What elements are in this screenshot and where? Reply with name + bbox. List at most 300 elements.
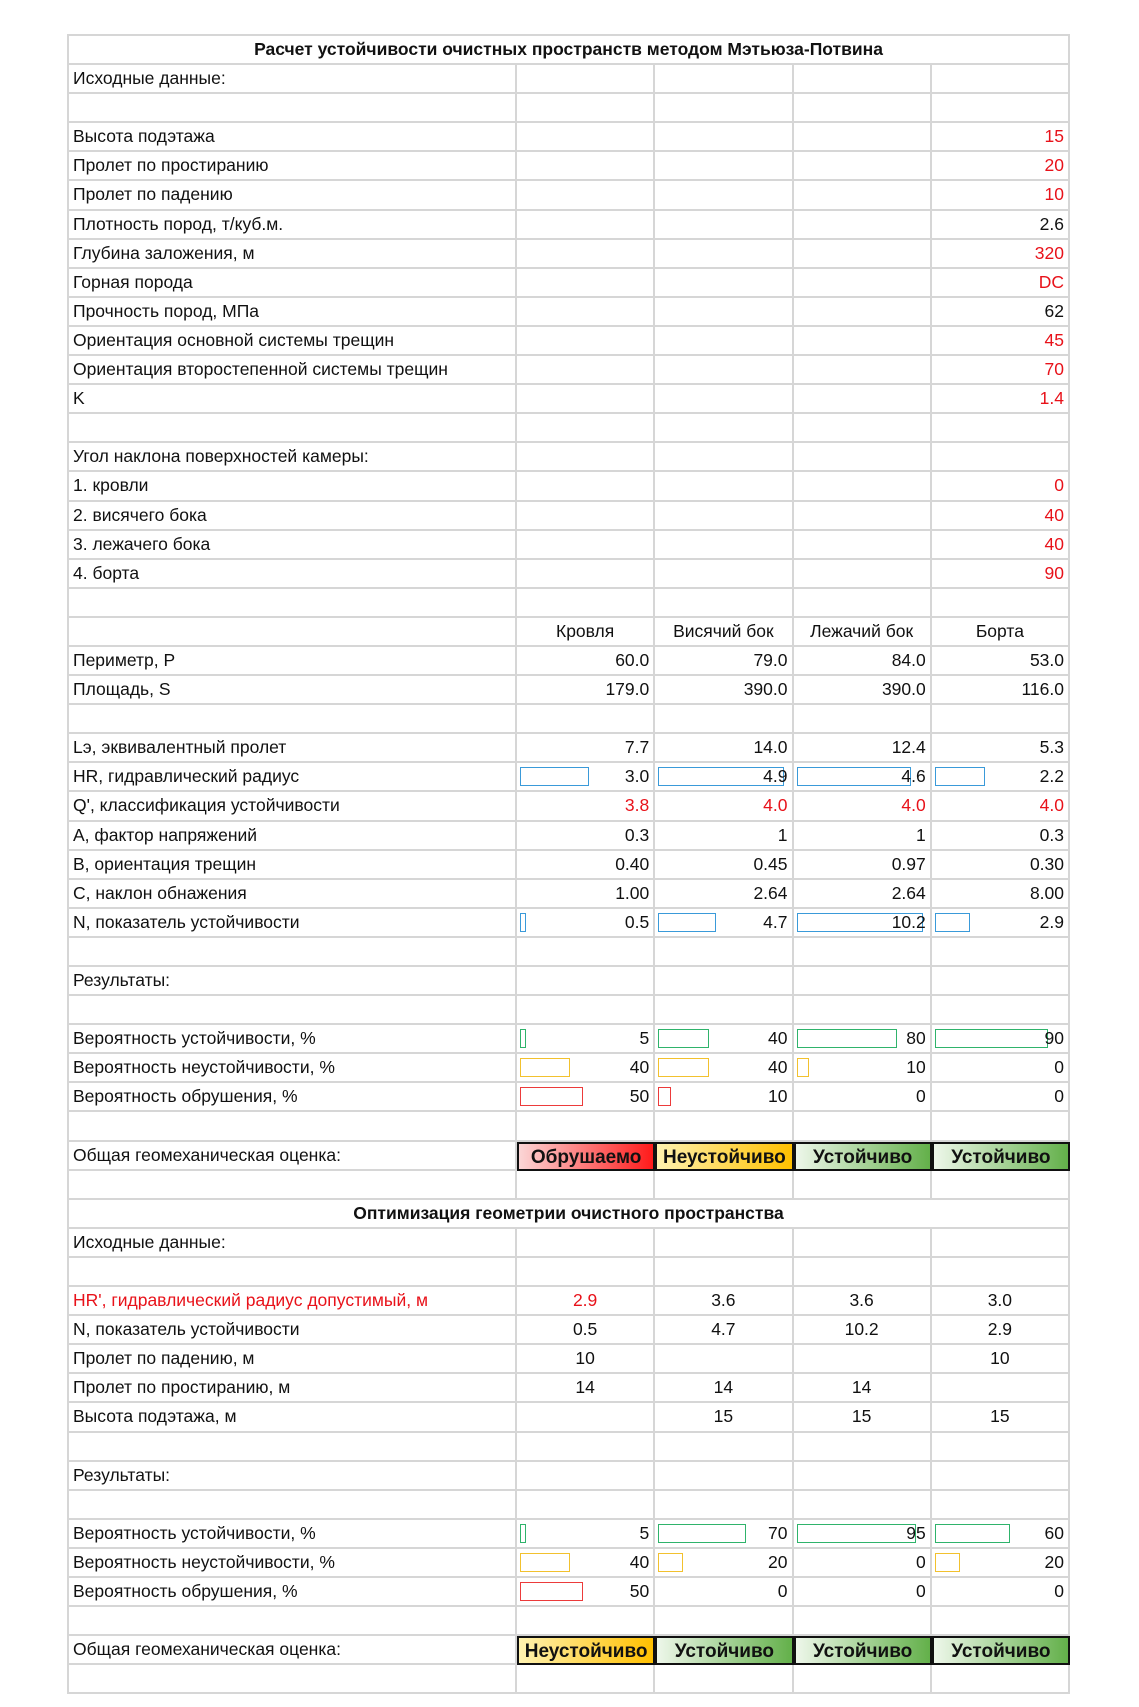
- cell[interactable]: [517, 1665, 655, 1694]
- column-header-text: Борта: [975, 620, 1024, 641]
- value-cell-text: 320: [1034, 242, 1064, 263]
- value-cell[interactable]: [794, 763, 932, 792]
- value-cell[interactable]: [932, 676, 1070, 705]
- data-bar: [797, 1058, 810, 1077]
- value-cell[interactable]: [794, 1520, 932, 1549]
- row-label: [69, 560, 517, 589]
- value-cell[interactable]: [655, 1578, 793, 1607]
- cell[interactable]: [69, 1171, 517, 1200]
- value-cell[interactable]: [655, 1374, 793, 1403]
- cell[interactable]: [69, 705, 517, 734]
- cell[interactable]: [517, 94, 655, 123]
- data-bar: [797, 1029, 898, 1048]
- cell[interactable]: [517, 152, 655, 181]
- cell[interactable]: [655, 531, 793, 560]
- cell[interactable]: [794, 531, 932, 560]
- value-cell[interactable]: [932, 1287, 1070, 1316]
- cell[interactable]: [517, 385, 655, 414]
- cell[interactable]: [517, 967, 655, 996]
- value-cell[interactable]: [794, 1549, 932, 1578]
- probability-row: [69, 1083, 1070, 1112]
- value-cell[interactable]: [517, 1054, 655, 1083]
- value-cell[interactable]: [794, 1345, 932, 1374]
- value-cell[interactable]: [794, 734, 932, 763]
- value-cell[interactable]: [932, 1345, 1070, 1374]
- cell[interactable]: [932, 1491, 1070, 1520]
- value-cell-text: 10: [768, 1086, 788, 1107]
- cell[interactable]: [794, 502, 932, 531]
- row-label: [69, 1316, 517, 1345]
- value-cell[interactable]: [932, 851, 1070, 880]
- value-cell[interactable]: [794, 1083, 932, 1112]
- cell[interactable]: [932, 589, 1070, 618]
- cell[interactable]: [794, 1665, 932, 1694]
- value-cell[interactable]: [655, 763, 793, 792]
- value-cell[interactable]: [932, 1083, 1070, 1112]
- cell[interactable]: [655, 1462, 793, 1491]
- cell[interactable]: [655, 181, 793, 210]
- value-cell[interactable]: [794, 909, 932, 938]
- cell[interactable]: [932, 443, 1070, 472]
- row-label: [69, 356, 517, 385]
- value-cell[interactable]: [932, 1549, 1070, 1578]
- value-cell-text: 2.9: [572, 1290, 598, 1311]
- data-bar: [520, 1087, 583, 1106]
- cell[interactable]: [655, 152, 793, 181]
- value-cell-text: 0.3: [624, 824, 650, 845]
- value-cell-text: 60.0: [615, 649, 650, 670]
- cell[interactable]: [794, 356, 932, 385]
- cell[interactable]: [794, 211, 932, 240]
- cell[interactable]: [655, 123, 793, 152]
- row-label-text: C, наклон обнажения: [73, 882, 247, 903]
- cell[interactable]: [69, 1607, 517, 1636]
- cell[interactable]: [69, 414, 517, 443]
- row-label: [69, 1636, 517, 1665]
- value-cell[interactable]: [517, 1345, 655, 1374]
- cell[interactable]: [655, 560, 793, 589]
- value-cell[interactable]: [932, 152, 1070, 181]
- value-cell[interactable]: [794, 851, 932, 880]
- value-cell[interactable]: [655, 909, 793, 938]
- value-cell[interactable]: [932, 181, 1070, 210]
- cell[interactable]: [69, 1433, 517, 1462]
- optimization-row: [69, 1403, 1070, 1432]
- value-cell[interactable]: [655, 851, 793, 880]
- value-cell[interactable]: [932, 531, 1070, 560]
- cell[interactable]: [794, 1491, 932, 1520]
- cell[interactable]: [655, 269, 793, 298]
- cell[interactable]: [794, 443, 932, 472]
- value-cell[interactable]: [932, 123, 1070, 152]
- cell[interactable]: [794, 560, 932, 589]
- value-cell[interactable]: [794, 1054, 932, 1083]
- cell[interactable]: [932, 938, 1070, 967]
- value-cell[interactable]: [517, 1578, 655, 1607]
- value-cell[interactable]: [932, 1316, 1070, 1345]
- cell[interactable]: [932, 94, 1070, 123]
- data-bar: [797, 1524, 917, 1543]
- value-cell[interactable]: [932, 1520, 1070, 1549]
- cell[interactable]: [655, 327, 793, 356]
- cell[interactable]: [794, 996, 932, 1025]
- cell[interactable]: [932, 1112, 1070, 1141]
- value-cell[interactable]: [794, 880, 932, 909]
- cell[interactable]: [794, 65, 932, 94]
- cell[interactable]: [794, 327, 932, 356]
- cell[interactable]: [517, 181, 655, 210]
- blank-row: [69, 705, 1070, 734]
- row-label: [69, 123, 517, 152]
- cell[interactable]: [655, 94, 793, 123]
- value-cell[interactable]: [794, 647, 932, 676]
- data-bar: [520, 1582, 583, 1601]
- cell[interactable]: [932, 1171, 1070, 1200]
- row-label-text: Ориентация второстепенной системы трещин: [73, 359, 448, 380]
- row-label-text: Исходные данные:: [73, 68, 226, 89]
- cell[interactable]: [517, 65, 655, 94]
- cell[interactable]: [794, 94, 932, 123]
- cell[interactable]: [794, 181, 932, 210]
- cell[interactable]: [517, 327, 655, 356]
- input-data-label: [69, 1229, 1070, 1258]
- cell[interactable]: [655, 705, 793, 734]
- row-label: [69, 531, 517, 560]
- value-cell[interactable]: [517, 851, 655, 880]
- cell[interactable]: [69, 1112, 517, 1141]
- probability-row: [69, 1549, 1070, 1578]
- value-cell-text: 390.0: [881, 679, 926, 700]
- cell[interactable]: [517, 298, 655, 327]
- calc-row: [69, 851, 1070, 880]
- optimization-row: [69, 1374, 1070, 1403]
- cell[interactable]: [655, 385, 793, 414]
- cell[interactable]: [655, 65, 793, 94]
- cell[interactable]: [794, 298, 932, 327]
- value-cell[interactable]: [655, 880, 793, 909]
- cell[interactable]: [655, 1665, 793, 1694]
- value-cell[interactable]: [932, 327, 1070, 356]
- value-cell[interactable]: [932, 1578, 1070, 1607]
- value-cell-text: 390.0: [743, 679, 788, 700]
- value-cell[interactable]: [655, 647, 793, 676]
- value-cell[interactable]: [932, 822, 1070, 851]
- value-cell-text: 0: [1054, 475, 1064, 496]
- value-cell-text: 4.0: [763, 795, 788, 816]
- value-cell[interactable]: [517, 647, 655, 676]
- cell[interactable]: [517, 414, 655, 443]
- cell[interactable]: [517, 1433, 655, 1462]
- value-cell-text: 90: [1044, 1028, 1064, 1049]
- cell[interactable]: [794, 589, 932, 618]
- value-cell[interactable]: [932, 1403, 1070, 1432]
- value-cell[interactable]: [517, 1520, 655, 1549]
- value-cell[interactable]: [932, 1054, 1070, 1083]
- data-bar: [935, 767, 985, 786]
- value-cell-text: 2.64: [753, 882, 788, 903]
- cell[interactable]: [517, 1491, 655, 1520]
- cell[interactable]: [517, 1607, 655, 1636]
- cell[interactable]: [655, 1112, 793, 1141]
- value-cell[interactable]: [655, 1549, 793, 1578]
- value-cell[interactable]: [794, 1403, 932, 1432]
- value-cell[interactable]: [517, 1316, 655, 1345]
- cell[interactable]: [655, 1258, 793, 1287]
- row-label-text: Вероятность неустойчивости, %: [73, 1057, 335, 1078]
- row-label-text: HR', гидравлический радиус допустимый, м: [73, 1290, 428, 1311]
- cell[interactable]: [794, 967, 932, 996]
- value-cell[interactable]: [932, 880, 1070, 909]
- value-cell[interactable]: [517, 1025, 655, 1054]
- cell[interactable]: [794, 385, 932, 414]
- cell[interactable]: [655, 938, 793, 967]
- cell[interactable]: [932, 705, 1070, 734]
- column-header: [517, 618, 655, 647]
- value-cell-text: 0: [916, 1086, 926, 1107]
- value-cell[interactable]: [655, 1025, 793, 1054]
- cell[interactable]: [517, 589, 655, 618]
- value-cell[interactable]: [794, 1316, 932, 1345]
- row-label-text: Пролет по падению, м: [73, 1348, 255, 1369]
- value-cell-text: 40: [629, 1057, 650, 1078]
- cell[interactable]: [517, 1171, 655, 1200]
- value-cell-text: 40: [629, 1551, 650, 1572]
- value-cell[interactable]: [932, 298, 1070, 327]
- cell[interactable]: [517, 443, 655, 472]
- cell[interactable]: [794, 1433, 932, 1462]
- value-cell-text: 3.0: [987, 1290, 1013, 1311]
- assessment-badge-text: Устойчиво: [951, 1146, 1051, 1168]
- value-cell[interactable]: [932, 502, 1070, 531]
- cell[interactable]: [655, 1491, 793, 1520]
- row-label-text: 1. кровли: [73, 475, 149, 496]
- row-label: [69, 502, 517, 531]
- cell[interactable]: [794, 1229, 932, 1258]
- value-cell-text: 14.0: [753, 737, 788, 758]
- cell[interactable]: [932, 1607, 1070, 1636]
- column-header: [655, 618, 793, 647]
- cell[interactable]: [655, 211, 793, 240]
- cell[interactable]: [517, 472, 655, 501]
- cell[interactable]: [517, 356, 655, 385]
- cell[interactable]: [655, 502, 793, 531]
- cell[interactable]: [69, 94, 517, 123]
- input-row: [69, 385, 1070, 414]
- cell[interactable]: [655, 1607, 793, 1636]
- value-cell[interactable]: [517, 880, 655, 909]
- assessment-row: [69, 1142, 1070, 1171]
- value-cell[interactable]: [932, 792, 1070, 821]
- results-label-row: [69, 1462, 1070, 1491]
- cell[interactable]: [794, 472, 932, 501]
- value-cell[interactable]: [517, 676, 655, 705]
- cell[interactable]: [794, 705, 932, 734]
- value-cell[interactable]: [932, 763, 1070, 792]
- results-label-row: [69, 967, 1070, 996]
- cell[interactable]: [69, 938, 517, 967]
- row-label: [69, 65, 517, 94]
- cell[interactable]: [932, 967, 1070, 996]
- value-cell[interactable]: [517, 1083, 655, 1112]
- cell[interactable]: [932, 1229, 1070, 1258]
- sheet-title-cell: [69, 36, 1070, 65]
- cell[interactable]: [794, 240, 932, 269]
- cell[interactable]: [517, 996, 655, 1025]
- value-cell[interactable]: [794, 1025, 932, 1054]
- cell[interactable]: [517, 1462, 655, 1491]
- cell[interactable]: [517, 531, 655, 560]
- value-cell[interactable]: [794, 676, 932, 705]
- cell[interactable]: [932, 996, 1070, 1025]
- optimization-row: [69, 1287, 1070, 1316]
- data-bar: [520, 1029, 526, 1048]
- cell[interactable]: [794, 269, 932, 298]
- value-cell[interactable]: [517, 1374, 655, 1403]
- value-cell-text: 20: [1044, 1551, 1064, 1572]
- cell[interactable]: [655, 1433, 793, 1462]
- cell[interactable]: [655, 443, 793, 472]
- value-cell[interactable]: [794, 1287, 932, 1316]
- cell[interactable]: [517, 560, 655, 589]
- value-cell[interactable]: [517, 909, 655, 938]
- cell[interactable]: [517, 1229, 655, 1258]
- value-cell-text: 79.0: [753, 649, 788, 670]
- row-label: [69, 1403, 517, 1432]
- value-cell-text: 0: [916, 1551, 926, 1572]
- geometry-row: [69, 647, 1070, 676]
- value-cell[interactable]: [655, 792, 793, 821]
- cell[interactable]: [69, 1258, 517, 1287]
- cell[interactable]: [517, 123, 655, 152]
- cell[interactable]: [794, 1258, 932, 1287]
- data-bar: [658, 1524, 746, 1543]
- value-cell[interactable]: [932, 1025, 1070, 1054]
- cell[interactable]: [932, 1665, 1070, 1694]
- value-cell[interactable]: [655, 1403, 793, 1432]
- value-cell[interactable]: [794, 1374, 932, 1403]
- value-cell-text: 14: [713, 1377, 734, 1398]
- cell[interactable]: [794, 938, 932, 967]
- value-cell[interactable]: [517, 763, 655, 792]
- value-cell-text: 0.5: [624, 911, 650, 932]
- cell[interactable]: [655, 589, 793, 618]
- value-cell[interactable]: [517, 792, 655, 821]
- cell[interactable]: [517, 705, 655, 734]
- cell[interactable]: [655, 298, 793, 327]
- cell[interactable]: [794, 152, 932, 181]
- value-cell-text: 10: [990, 1348, 1010, 1369]
- value-cell[interactable]: [655, 1287, 793, 1316]
- row-label-text: Горная порода: [73, 271, 193, 292]
- value-cell[interactable]: [655, 1520, 793, 1549]
- cell[interactable]: [69, 589, 517, 618]
- cell[interactable]: [517, 1258, 655, 1287]
- value-cell[interactable]: [932, 385, 1070, 414]
- value-cell[interactable]: [655, 1345, 793, 1374]
- row-label-text: Q', классификация устойчивости: [73, 795, 340, 816]
- cell[interactable]: [932, 1462, 1070, 1491]
- value-cell[interactable]: [655, 822, 793, 851]
- cell[interactable]: [517, 211, 655, 240]
- cell[interactable]: [517, 240, 655, 269]
- cell[interactable]: [69, 996, 517, 1025]
- row-label-text: N, показатель устойчивости: [73, 911, 300, 932]
- value-cell[interactable]: [932, 560, 1070, 589]
- value-cell[interactable]: [932, 472, 1070, 501]
- cell[interactable]: [517, 269, 655, 298]
- cell[interactable]: [932, 65, 1070, 94]
- value-cell-text: 14: [851, 1377, 872, 1398]
- cell[interactable]: [794, 1607, 932, 1636]
- cell[interactable]: [655, 996, 793, 1025]
- cell[interactable]: [932, 1258, 1070, 1287]
- cell[interactable]: [932, 1433, 1070, 1462]
- cell[interactable]: [517, 1112, 655, 1141]
- value-cell[interactable]: [517, 734, 655, 763]
- cell[interactable]: [655, 1229, 793, 1258]
- cell[interactable]: [655, 472, 793, 501]
- cell[interactable]: [794, 123, 932, 152]
- cell[interactable]: [655, 356, 793, 385]
- blank-row: [69, 996, 1070, 1025]
- value-cell[interactable]: [655, 1083, 793, 1112]
- cell[interactable]: [69, 1665, 517, 1694]
- calc-row: [69, 792, 1070, 821]
- row-label-text: Плотность пород, т/куб.м.: [73, 213, 284, 234]
- cell[interactable]: [655, 414, 793, 443]
- value-cell[interactable]: [517, 1549, 655, 1578]
- assessment-badge-text: Устойчиво: [812, 1146, 913, 1168]
- cell[interactable]: [655, 967, 793, 996]
- value-cell[interactable]: [517, 1403, 655, 1432]
- value-cell[interactable]: [932, 1374, 1070, 1403]
- value-cell[interactable]: [932, 356, 1070, 385]
- value-cell-text: 15: [851, 1406, 872, 1427]
- cell[interactable]: [794, 1112, 932, 1141]
- value-cell[interactable]: [517, 1287, 655, 1316]
- value-cell[interactable]: [794, 792, 932, 821]
- cell[interactable]: [655, 240, 793, 269]
- value-cell[interactable]: [932, 269, 1070, 298]
- cell[interactable]: [794, 414, 932, 443]
- input-row: [69, 356, 1070, 385]
- cell[interactable]: [655, 1171, 793, 1200]
- value-cell[interactable]: [932, 211, 1070, 240]
- value-cell[interactable]: [794, 822, 932, 851]
- cell[interactable]: [517, 502, 655, 531]
- value-cell[interactable]: [932, 240, 1070, 269]
- value-cell[interactable]: [932, 909, 1070, 938]
- value-cell[interactable]: [517, 822, 655, 851]
- data-bar: [935, 1524, 1011, 1543]
- cell[interactable]: [794, 1171, 932, 1200]
- value-cell-text: 0: [1054, 1086, 1064, 1107]
- value-cell[interactable]: [932, 647, 1070, 676]
- cell[interactable]: [794, 1462, 932, 1491]
- value-cell[interactable]: [655, 676, 793, 705]
- assessment-badge: [794, 1142, 932, 1171]
- value-cell[interactable]: [655, 1054, 793, 1083]
- cell[interactable]: [69, 1491, 517, 1520]
- row-label: [69, 240, 517, 269]
- cell[interactable]: [932, 414, 1070, 443]
- cell[interactable]: [517, 938, 655, 967]
- value-cell[interactable]: [655, 1316, 793, 1345]
- value-cell[interactable]: [932, 734, 1070, 763]
- value-cell[interactable]: [794, 1578, 932, 1607]
- value-cell[interactable]: [655, 734, 793, 763]
- calc-row: [69, 763, 1070, 792]
